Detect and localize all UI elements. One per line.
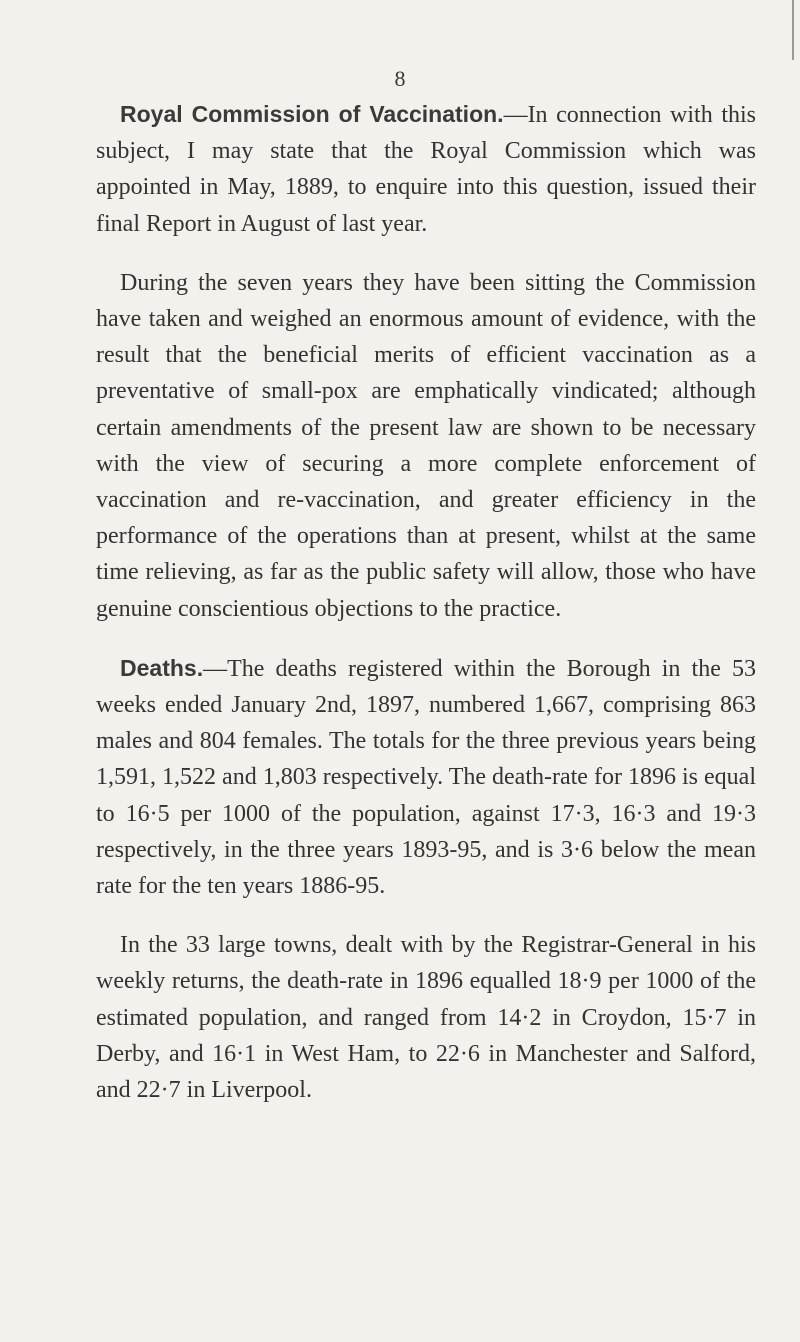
page-edge-line <box>792 0 794 60</box>
document-body <box>96 96 756 1131</box>
page-number: 8 <box>394 66 406 91</box>
paragraph-text: —The deaths registered within the Borough in the 53 weeks ended January 2nd, 1897, numbered 1,667, comprising 863 males and 804 females. The totals for the three previous years being 1,591, 1,522 and 1,803 respectively. The death-rate for 1896 is equal to 16·5 per 1000 of the population, against 17·3, 16·3 and 19·3 respectively, in the three years 1893-95, and is 3·6 below the mean rate for the ten years 1886-95. <box>96 655 756 900</box>
paragraph-royal-commission <box>96 96 756 242</box>
paragraph-commission-evidence <box>96 265 756 627</box>
section-heading-deaths: Deaths. <box>120 654 204 681</box>
paragraph-text: —In connection with this subject, I may state that the Royal Commission which was appointed in May, 1889, to enquire into this question, issued their final Report in August of last year. <box>96 102 756 237</box>
paragraph-text: In the 33 large towns, dealt with by the Registrar-General in his weekly returns, the death-rate in 1896 equalled 18·9 per 1000 of the estimated population, and ranged from 14·2 in Croydon, 15·7 in Derby, and 16·1 in West Ham, to 22·6 in Manchester and Salford, and 22·7 in Liverpool. <box>96 932 756 1104</box>
paragraph-text: During the seven years they have been sitting the Commission have taken and weighed an enormous amount of evidence, with the result that the beneficial merits of efficient vaccination as a preventative of small-pox are emphatically vindicated; although certain amendments of the present law are shown to be necessary with the view of securing a more complete enforcement of vaccination and re-vaccination, and greater efficiency in the performance of the operations than at present, whilst at the same time relieving, as far as the public safety will allow, those who have genuine conscientious objections to the practice. <box>96 269 756 622</box>
section-heading-royal-commission: Royal Commission of Vaccination. <box>120 101 504 127</box>
paragraph-large-towns <box>96 927 756 1108</box>
paragraph-deaths <box>96 650 756 904</box>
